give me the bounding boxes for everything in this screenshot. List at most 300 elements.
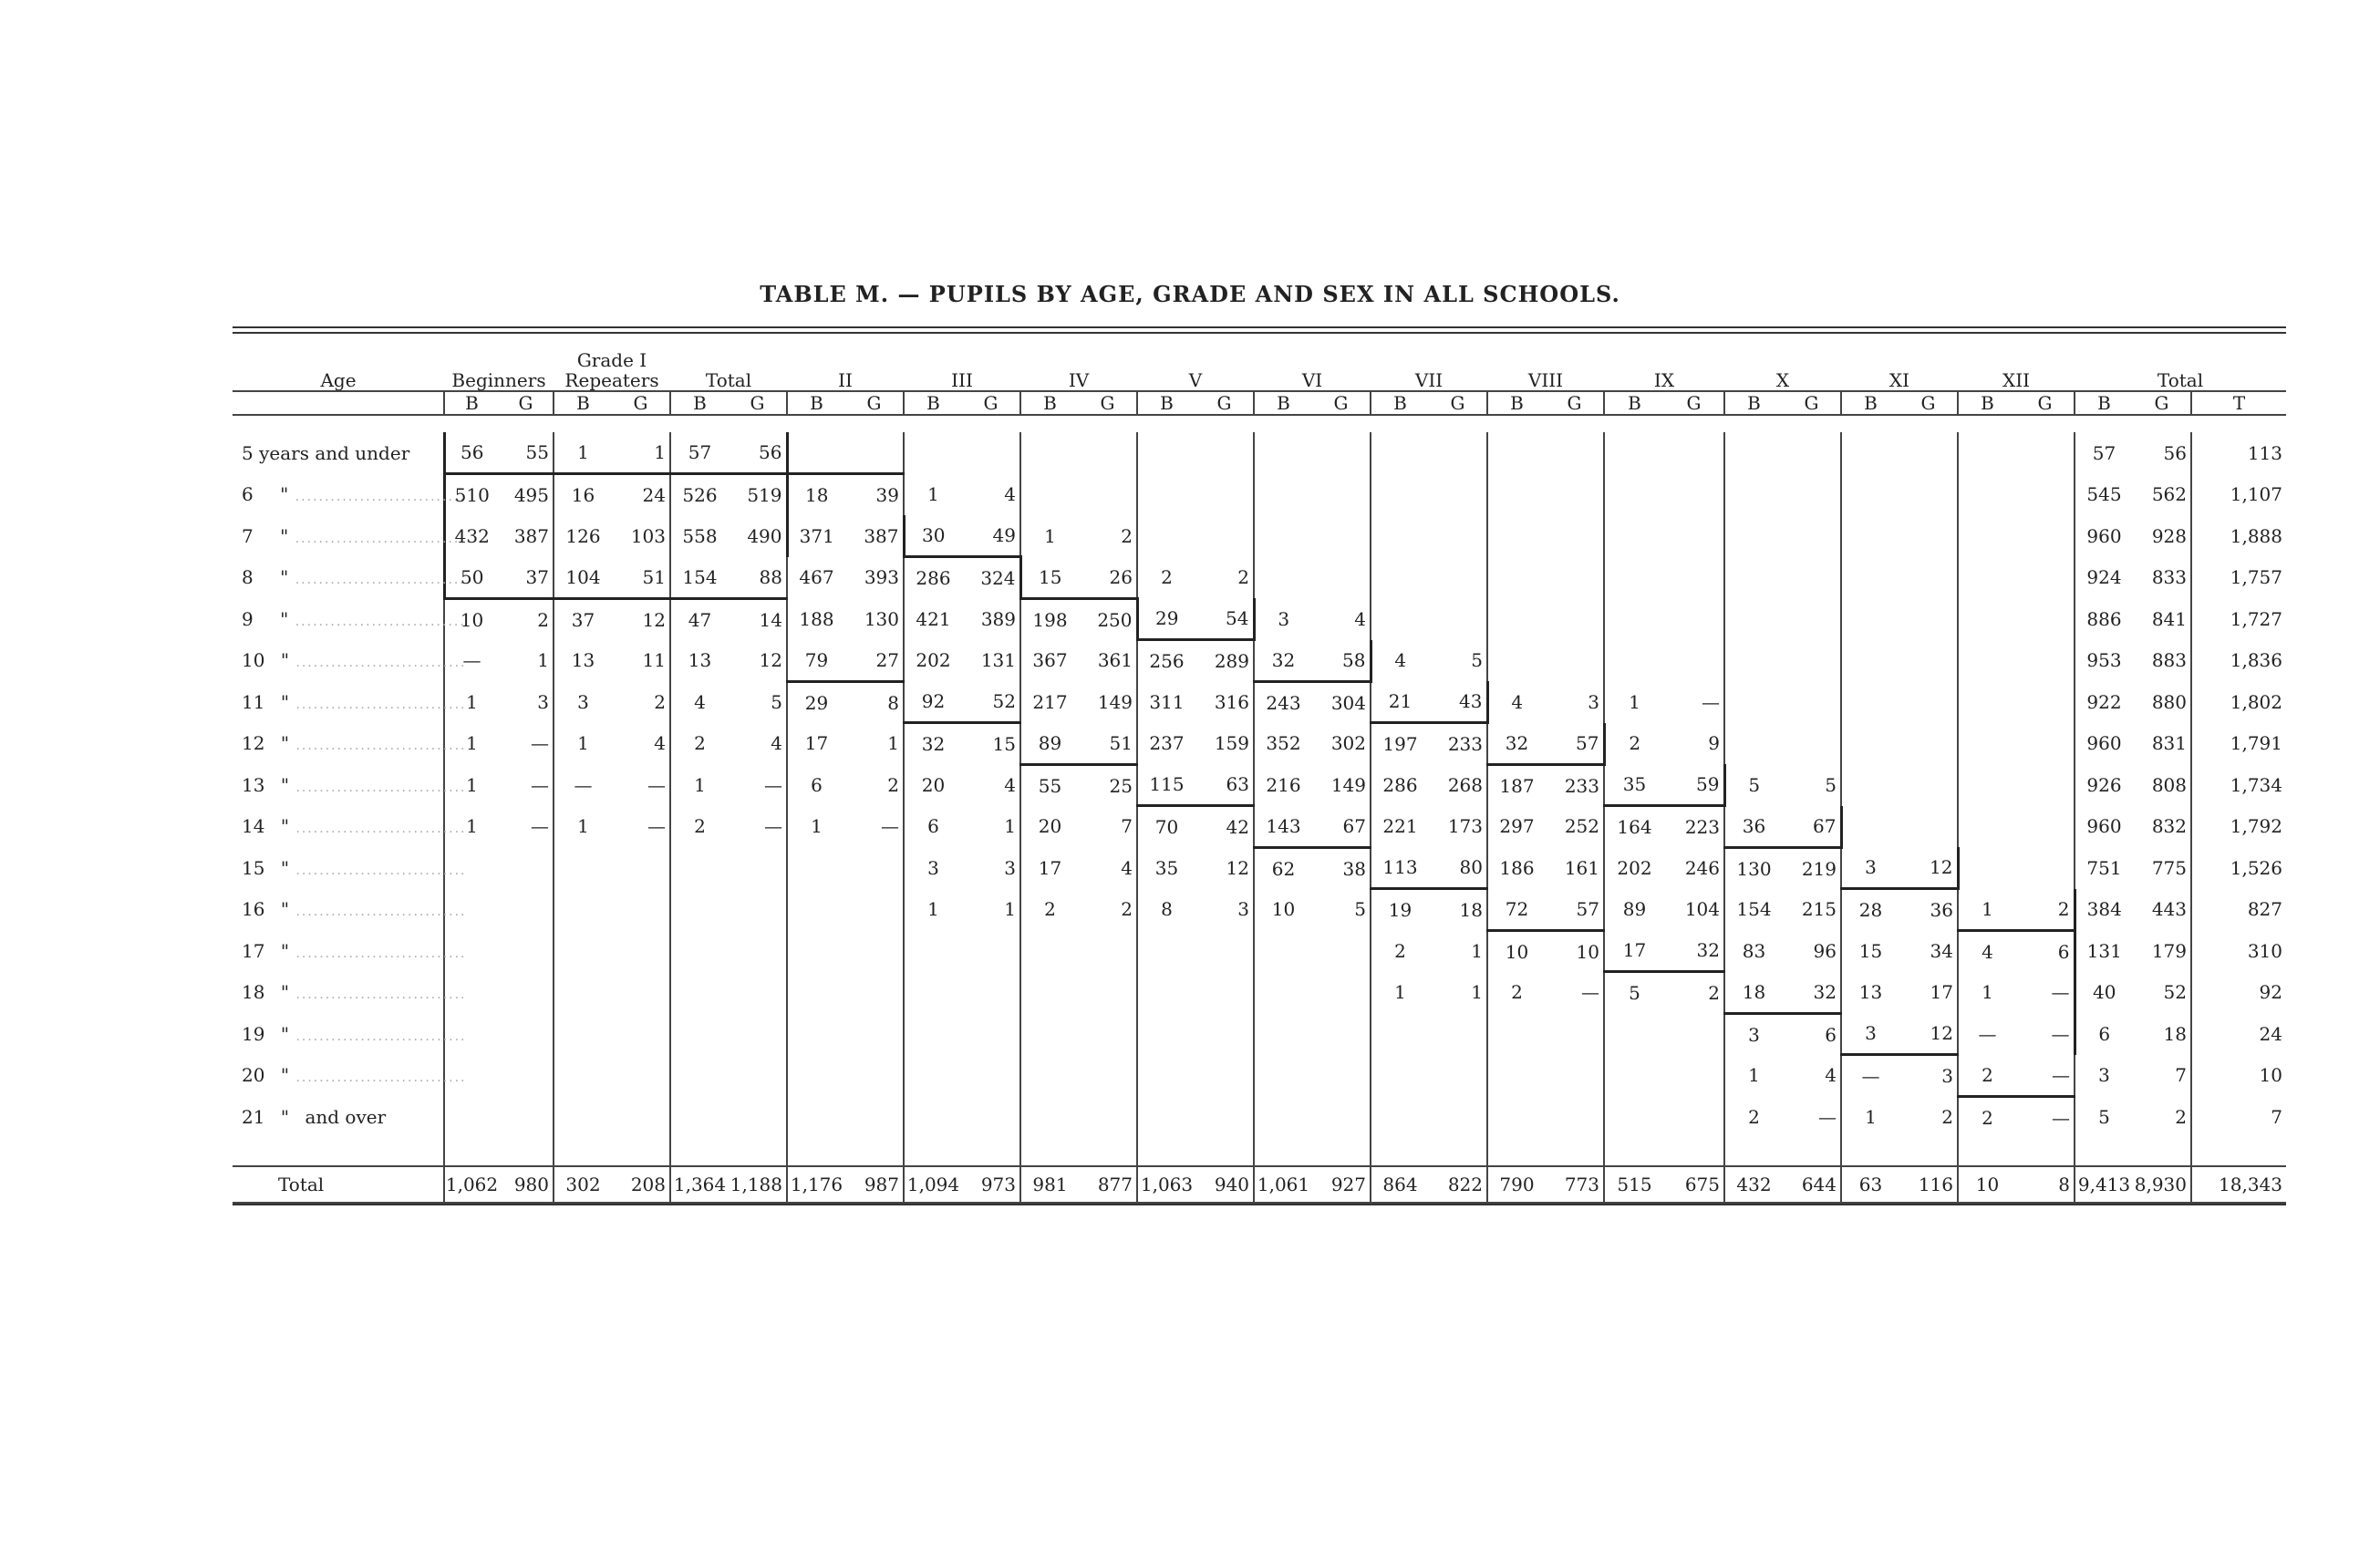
boys-cell: 367 bbox=[1020, 640, 1079, 682]
girls-cell: 2 bbox=[654, 690, 666, 713]
girls-cell bbox=[1429, 474, 1487, 516]
girls-cell: 8 bbox=[887, 691, 899, 714]
girls-cell bbox=[1783, 515, 1841, 557]
column-total-cell: 63 bbox=[1841, 1166, 1899, 1203]
girls-cell bbox=[1312, 432, 1371, 474]
girls-cell: 928 bbox=[2151, 524, 2187, 547]
girls-cell: 490 bbox=[747, 524, 782, 547]
girls-cell: 51 bbox=[612, 557, 670, 599]
girls-cell bbox=[1546, 515, 1604, 557]
boys-cell: 1 bbox=[787, 806, 845, 848]
girls-cell bbox=[1195, 972, 1254, 1014]
girls-cell: — bbox=[764, 815, 782, 838]
girls-cell: 80 bbox=[1429, 847, 1487, 889]
boys-cell: 2 bbox=[1487, 972, 1546, 1014]
boys-cell bbox=[670, 847, 729, 889]
spacer-cell bbox=[1664, 1138, 1724, 1166]
boys-cell: 17 bbox=[1020, 847, 1079, 889]
boys-cell: 55 bbox=[1020, 764, 1079, 806]
girls-cell: 2 bbox=[1121, 524, 1133, 547]
dot-leader: ............................. bbox=[295, 988, 467, 1003]
girls-cell bbox=[1079, 474, 1137, 516]
girls-cell bbox=[2016, 557, 2075, 599]
age-label bbox=[233, 847, 467, 889]
boys-cell: 8 bbox=[1137, 889, 1195, 931]
spacer-cell bbox=[233, 1138, 444, 1166]
spacer-cell bbox=[962, 1138, 1020, 1166]
boys-cell: 104 bbox=[554, 557, 612, 599]
girls-cell bbox=[2016, 598, 2075, 640]
girls-cell bbox=[1664, 640, 1724, 682]
girls-cell bbox=[1429, 598, 1487, 640]
girls-cell: 883 bbox=[2151, 649, 2187, 672]
age-value: 7 bbox=[242, 524, 254, 547]
girls-cell: 52 bbox=[962, 681, 1020, 723]
boys-cell: 1 bbox=[904, 474, 962, 516]
girls-cell bbox=[1546, 1096, 1604, 1138]
girls-cell: 443 bbox=[2151, 898, 2187, 921]
grade-header-15: Total bbox=[2157, 369, 2204, 391]
boys-cell bbox=[1724, 723, 1783, 765]
row-total-cell: 1,802 bbox=[2191, 681, 2286, 723]
girls-cell: 4 bbox=[1004, 483, 1016, 506]
girls-cell: 1 bbox=[1471, 939, 1483, 962]
boys-cell: 32 bbox=[1487, 723, 1546, 765]
boys-cell: 886 bbox=[2075, 598, 2133, 640]
girls-cell: 519 bbox=[747, 484, 782, 506]
boys-cell: 286 bbox=[904, 557, 962, 599]
boys-cell: 2 bbox=[1958, 1055, 2016, 1097]
girls-cell bbox=[1195, 515, 1254, 557]
boys-cell bbox=[1137, 1013, 1195, 1055]
boys-cell: 19 bbox=[1371, 889, 1429, 931]
girls-cell bbox=[1312, 972, 1371, 1014]
girls-cell bbox=[1546, 557, 1604, 599]
spacer-cell bbox=[1254, 1138, 1312, 1166]
column-total-cell: 10 bbox=[1958, 1166, 2016, 1203]
ditto-mark: " bbox=[280, 939, 290, 962]
table-row bbox=[233, 474, 2286, 516]
boys-cell: 1 bbox=[444, 764, 499, 806]
boys-subheader: B bbox=[1137, 391, 1195, 415]
column-total-cell: 981 bbox=[1020, 1166, 1079, 1203]
column-total-cell: 1,094 bbox=[904, 1166, 962, 1203]
girls-cell bbox=[499, 1013, 554, 1055]
boys-cell: 4 bbox=[1371, 640, 1429, 682]
age-label bbox=[233, 640, 467, 682]
girls-cell bbox=[1783, 723, 1841, 765]
boys-cell bbox=[670, 1096, 729, 1138]
girls-cell bbox=[612, 930, 670, 972]
age-value: 14 bbox=[242, 815, 265, 838]
boys-cell: 3 bbox=[2075, 1055, 2133, 1097]
boys-cell bbox=[1137, 930, 1195, 972]
spacer-cell bbox=[845, 1138, 904, 1166]
spacer-cell bbox=[2133, 1138, 2191, 1166]
spacer-cell bbox=[1841, 1138, 1899, 1166]
ditto-mark: " bbox=[280, 815, 290, 838]
girls-cell: 6 bbox=[2016, 930, 2075, 972]
girls-cell: 12 bbox=[1899, 1013, 1958, 1055]
column-total-cell: 116 bbox=[1899, 1166, 1958, 1203]
girls-cell: 775 bbox=[2151, 856, 2187, 879]
table-row bbox=[233, 1096, 2286, 1138]
girls-cell: 2 bbox=[2057, 897, 2070, 920]
boys-cell bbox=[1958, 640, 2016, 682]
boys-cell bbox=[1254, 972, 1312, 1014]
boys-cell: 1 bbox=[554, 723, 612, 765]
girls-cell bbox=[612, 889, 670, 931]
boys-cell bbox=[1371, 557, 1429, 599]
boys-cell bbox=[554, 889, 612, 931]
girls-cell bbox=[729, 889, 787, 931]
boys-cell: 256 bbox=[1137, 640, 1195, 682]
spacer-cell bbox=[904, 1138, 962, 1166]
boys-cell bbox=[1604, 557, 1664, 599]
grade-header-13: XI bbox=[1888, 369, 1910, 391]
table-row bbox=[233, 930, 2286, 972]
boys-cell bbox=[1841, 764, 1899, 806]
girls-cell bbox=[729, 1096, 787, 1138]
boys-cell: 3 bbox=[1841, 1013, 1899, 1055]
boys-cell: 510 bbox=[444, 474, 499, 516]
boys-cell: 57 bbox=[2075, 432, 2133, 474]
age-label bbox=[233, 432, 444, 474]
girls-subheader: G bbox=[1546, 391, 1604, 415]
table-row bbox=[233, 889, 2286, 931]
boys-cell bbox=[1724, 557, 1783, 599]
girls-cell bbox=[1783, 640, 1841, 682]
girls-cell: 42 bbox=[1226, 816, 1249, 838]
boys-cell: 62 bbox=[1254, 847, 1312, 889]
grade-header-8: VI bbox=[1301, 369, 1323, 391]
boys-cell: 17 bbox=[1604, 930, 1664, 972]
girls-cell: 4 bbox=[654, 732, 666, 755]
boys-cell bbox=[1137, 1055, 1195, 1097]
table-row bbox=[233, 806, 2286, 848]
girls-cell: — bbox=[1702, 690, 1720, 713]
dot-leader: ............................. bbox=[295, 780, 467, 795]
spacer-cell bbox=[1312, 1138, 1371, 1166]
girls-cell bbox=[845, 847, 904, 889]
boys-cell: 154 bbox=[670, 557, 729, 599]
girls-cell bbox=[1429, 515, 1487, 557]
dot-leader: ............................. bbox=[295, 739, 467, 754]
boys-cell: 35 bbox=[1604, 764, 1664, 806]
girls-cell bbox=[1312, 1013, 1371, 1055]
boys-cell bbox=[787, 972, 845, 1014]
boys-cell bbox=[1487, 640, 1546, 682]
row-total-cell: 1,734 bbox=[2191, 764, 2286, 806]
age-value: 16 bbox=[242, 898, 265, 921]
boys-cell: 15 bbox=[1841, 930, 1899, 972]
girls-cell bbox=[1079, 930, 1137, 972]
girls-cell: 7 bbox=[2175, 1064, 2187, 1087]
boys-cell: 1 bbox=[1958, 972, 2016, 1014]
boys-cell: 4 bbox=[1958, 930, 2016, 972]
boys-cell bbox=[1841, 723, 1899, 765]
boys-cell: 21 bbox=[1371, 681, 1429, 723]
boys-cell: 20 bbox=[1020, 806, 1079, 848]
spacer-cell bbox=[1020, 1138, 1079, 1166]
boys-cell: 3 bbox=[1254, 598, 1312, 640]
age-label bbox=[233, 681, 467, 723]
boys-cell: 40 bbox=[2075, 972, 2133, 1014]
girls-cell: 51 bbox=[1079, 723, 1137, 765]
boys-cell: 2 bbox=[1958, 1096, 2016, 1138]
boys-cell bbox=[1604, 515, 1664, 557]
age-value: 17 bbox=[242, 939, 265, 962]
pupils-table-container bbox=[233, 326, 2286, 1207]
girls-cell bbox=[1899, 557, 1958, 599]
boys-cell: 115 bbox=[1137, 764, 1195, 806]
boys-cell: 311 bbox=[1137, 681, 1195, 723]
ditto-mark: " bbox=[280, 483, 289, 506]
girls-cell bbox=[845, 1096, 904, 1138]
column-total-cell: 927 bbox=[1312, 1166, 1371, 1203]
girls-cell bbox=[1899, 723, 1958, 765]
girls-cell: 219 bbox=[1783, 847, 1841, 889]
girls-cell: 268 bbox=[1447, 773, 1483, 796]
boys-cell: — bbox=[554, 764, 612, 806]
page-title: TABLE M. — PUPILS BY AGE, GRADE AND SEX IN ALL SCHOOLS. bbox=[760, 281, 1620, 307]
boys-cell: 467 bbox=[787, 557, 845, 599]
girls-cell bbox=[962, 1013, 1020, 1055]
boys-subheader: B bbox=[787, 391, 845, 415]
girls-cell: — bbox=[2052, 1106, 2070, 1129]
girls-cell: 103 bbox=[630, 524, 666, 547]
girls-cell bbox=[1546, 432, 1604, 474]
age-label bbox=[233, 557, 466, 599]
boys-cell bbox=[1958, 723, 2016, 765]
boys-subheader: B bbox=[1841, 391, 1899, 415]
girls-cell bbox=[729, 847, 787, 889]
boys-cell: 6 bbox=[904, 806, 962, 848]
girls-cell bbox=[612, 1055, 670, 1097]
boys-cell: 432 bbox=[444, 515, 499, 557]
boys-cell bbox=[904, 972, 962, 1014]
girls-cell: 24 bbox=[642, 484, 666, 506]
girls-cell: 52 bbox=[2163, 981, 2187, 1004]
boys-cell: 1 bbox=[554, 806, 612, 848]
girls-cell bbox=[1899, 598, 1958, 640]
girls-cell bbox=[1664, 557, 1724, 599]
girls-cell bbox=[962, 972, 1020, 1014]
girls-cell bbox=[612, 847, 670, 889]
age-label bbox=[233, 598, 466, 640]
girls-cell bbox=[845, 972, 904, 1014]
girls-cell bbox=[729, 972, 787, 1014]
grade-header-12: X bbox=[1775, 369, 1790, 391]
girls-cell: 5 bbox=[1471, 649, 1483, 672]
girls-cell bbox=[2016, 432, 2075, 474]
girls-cell: 1 bbox=[1004, 815, 1016, 838]
grand-total-cell: 18,343 bbox=[2191, 1166, 2286, 1203]
pupils-by-age-grade-table bbox=[233, 326, 2286, 1204]
girls-cell: 233 bbox=[1546, 764, 1604, 806]
row-total-cell: 1,792 bbox=[2191, 806, 2286, 848]
girls-cell: 25 bbox=[1109, 774, 1133, 797]
row-total-cell: 310 bbox=[2191, 930, 2286, 972]
boys-cell: 89 bbox=[1604, 889, 1664, 931]
girls-cell bbox=[1546, 1055, 1604, 1097]
boys-cell bbox=[1020, 972, 1079, 1014]
boys-cell: 3 bbox=[904, 847, 962, 889]
girls-cell bbox=[2016, 474, 2075, 516]
row-total-cell: 1,107 bbox=[2191, 474, 2286, 516]
girls-cell: 4 bbox=[1354, 607, 1366, 630]
boys-cell: 13 bbox=[1841, 972, 1899, 1014]
dot-leader: ............................. bbox=[295, 863, 467, 878]
boys-cell bbox=[787, 847, 845, 889]
column-total-cell: 980 bbox=[499, 1166, 554, 1203]
dot-leader: ............................. bbox=[295, 656, 467, 671]
boys-cell bbox=[1724, 598, 1783, 640]
boys-cell: 10 bbox=[444, 598, 499, 640]
ditto-mark: " bbox=[280, 649, 290, 672]
girls-cell: — bbox=[1581, 981, 1599, 1004]
boys-subheader: B bbox=[670, 391, 729, 415]
age-value: 19 bbox=[242, 1022, 265, 1045]
spacer-cell bbox=[1783, 1138, 1841, 1166]
ditto-mark: " bbox=[280, 898, 290, 921]
bottom-rule bbox=[233, 1204, 2286, 1207]
boys-cell: 421 bbox=[904, 598, 962, 640]
table-row bbox=[233, 598, 2286, 640]
girls-cell: 54 bbox=[1226, 607, 1249, 629]
age-value: 9 bbox=[242, 607, 254, 630]
girls-cell bbox=[1664, 1055, 1724, 1097]
row-total-cell: 1,791 bbox=[2191, 723, 2286, 765]
girls-cell: 1 bbox=[1004, 898, 1016, 921]
girls-cell bbox=[1079, 972, 1137, 1014]
boys-cell bbox=[1020, 1013, 1079, 1055]
girls-cell: 9 bbox=[1708, 732, 1720, 755]
girls-cell: 389 bbox=[980, 607, 1016, 630]
boys-cell bbox=[1371, 1055, 1429, 1097]
spacer-cell bbox=[499, 1138, 554, 1166]
column-total-cell: 302 bbox=[554, 1166, 612, 1203]
boys-subheader: B bbox=[1487, 391, 1546, 415]
girls-cell bbox=[499, 1055, 554, 1097]
column-total-cell: 790 bbox=[1487, 1166, 1546, 1203]
boys-cell bbox=[1487, 1055, 1546, 1097]
grade-header-4: II bbox=[838, 369, 853, 391]
spacer-cell bbox=[2075, 1138, 2133, 1166]
boys-cell bbox=[1958, 474, 2016, 516]
girls-cell: 831 bbox=[2151, 732, 2187, 755]
girls-cell: 11 bbox=[642, 649, 666, 672]
age-value: 15 bbox=[242, 856, 265, 879]
boys-cell: 72 bbox=[1487, 889, 1546, 931]
boys-cell bbox=[1371, 515, 1429, 557]
girls-cell: 57 bbox=[1576, 731, 1599, 754]
totals-row bbox=[233, 1166, 2286, 1203]
boys-cell: 2 bbox=[670, 723, 729, 765]
boys-cell: 1 bbox=[1724, 1055, 1783, 1097]
boys-cell bbox=[787, 930, 845, 972]
boys-cell: 953 bbox=[2075, 640, 2133, 682]
boys-cell: 89 bbox=[1020, 723, 1079, 765]
girls-cell bbox=[1195, 930, 1254, 972]
boys-cell: 28 bbox=[1841, 889, 1899, 931]
boys-cell bbox=[1020, 930, 1079, 972]
spacer-cell bbox=[1429, 1138, 1487, 1166]
age-label bbox=[233, 930, 467, 972]
girls-cell: 57 bbox=[1546, 889, 1604, 931]
boys-cell bbox=[1604, 432, 1664, 474]
grade-header-2: Grade I Repeaters bbox=[564, 349, 659, 391]
girls-cell bbox=[1429, 1013, 1487, 1055]
boys-cell bbox=[1487, 1096, 1546, 1138]
boys-cell bbox=[1254, 1055, 1312, 1097]
boys-cell: 18 bbox=[787, 474, 845, 516]
boys-cell: 1 bbox=[444, 806, 499, 848]
grade-header-14: XII bbox=[2002, 369, 2031, 391]
age-label bbox=[233, 1055, 467, 1097]
boys-cell: 5 bbox=[1604, 972, 1664, 1014]
girls-cell bbox=[845, 930, 904, 972]
grade-header-6: IV bbox=[1068, 369, 1090, 391]
age-label bbox=[233, 1096, 444, 1138]
boys-cell bbox=[1958, 598, 2016, 640]
boys-cell bbox=[787, 1055, 845, 1097]
boys-cell bbox=[1254, 432, 1312, 474]
boys-cell bbox=[1254, 930, 1312, 972]
boys-cell: 2 bbox=[1371, 930, 1429, 972]
age-value: 6 bbox=[242, 483, 254, 506]
header-gap bbox=[233, 415, 2286, 432]
boys-subheader: B bbox=[1254, 391, 1312, 415]
boys-cell: 154 bbox=[1724, 889, 1783, 931]
girls-cell: 149 bbox=[1330, 773, 1366, 796]
girls-cell: 18 bbox=[1459, 899, 1483, 921]
boys-cell: 16 bbox=[554, 474, 612, 516]
age-value: 11 bbox=[242, 690, 265, 713]
girls-cell bbox=[845, 889, 904, 931]
dot-leader: ............................. bbox=[295, 822, 467, 837]
boys-cell bbox=[1487, 1013, 1546, 1055]
age-value: 18 bbox=[242, 981, 265, 1004]
girls-cell: 387 bbox=[513, 524, 549, 547]
age-label bbox=[233, 972, 467, 1014]
boys-cell: 202 bbox=[904, 640, 962, 682]
girls-cell: 15 bbox=[992, 733, 1016, 755]
boys-cell bbox=[670, 930, 729, 972]
girls-cell bbox=[1546, 1013, 1604, 1055]
boys-cell bbox=[904, 1096, 962, 1138]
age-suffix: and over bbox=[305, 1105, 387, 1128]
boys-cell: 29 bbox=[787, 681, 845, 723]
girls-cell bbox=[1899, 432, 1958, 474]
ditto-mark: " bbox=[280, 773, 290, 796]
girls-cell: 161 bbox=[1564, 856, 1599, 879]
girls-subheader: G bbox=[1429, 391, 1487, 415]
boys-cell: 960 bbox=[2075, 515, 2133, 557]
spacer-cell bbox=[1137, 1138, 1195, 1166]
boys-cell bbox=[554, 847, 612, 889]
girls-cell: 304 bbox=[1312, 681, 1371, 723]
column-total-cell: 8 bbox=[2016, 1166, 2075, 1203]
column-total-cell: 973 bbox=[962, 1166, 1020, 1203]
girls-cell: — bbox=[2016, 1055, 2075, 1097]
girls-cell: 12 bbox=[1930, 856, 1953, 878]
girls-cell bbox=[2016, 723, 2075, 765]
boys-cell: 186 bbox=[1487, 847, 1546, 889]
boys-cell: 29 bbox=[1137, 598, 1195, 640]
girls-cell: 36 bbox=[1899, 889, 1958, 931]
table-row bbox=[233, 432, 2286, 474]
